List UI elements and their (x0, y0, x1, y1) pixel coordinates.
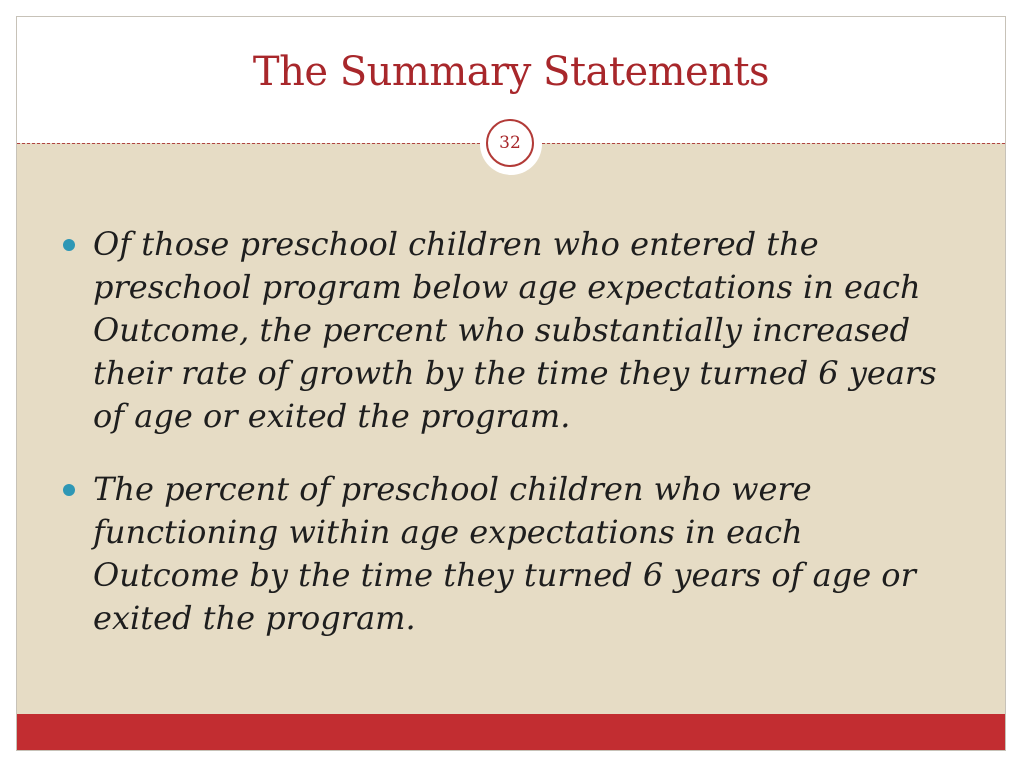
bullet-dot-icon (63, 484, 75, 496)
bullet-text: Of those preschool children who entered the preschool program below age expectations in each Outcome, the percent who substantially increased their rate of growth by the time they turned 6 years of age or exited the program. (93, 225, 937, 435)
bullet-item (57, 223, 957, 438)
slide (16, 16, 1006, 751)
bullet-dot-icon (63, 239, 75, 251)
slide-title: The Summary Statements (252, 49, 770, 95)
page-number-badge: 32 (486, 119, 534, 167)
slide-body (17, 143, 1005, 715)
bullet-list (57, 223, 957, 670)
footer-bar (17, 714, 1005, 750)
bullet-item (57, 468, 957, 640)
bullet-text: The percent of preschool children who were functioning within age expectations in each Outcome by the time they turned 6 years of age or exited the program. (93, 470, 916, 637)
